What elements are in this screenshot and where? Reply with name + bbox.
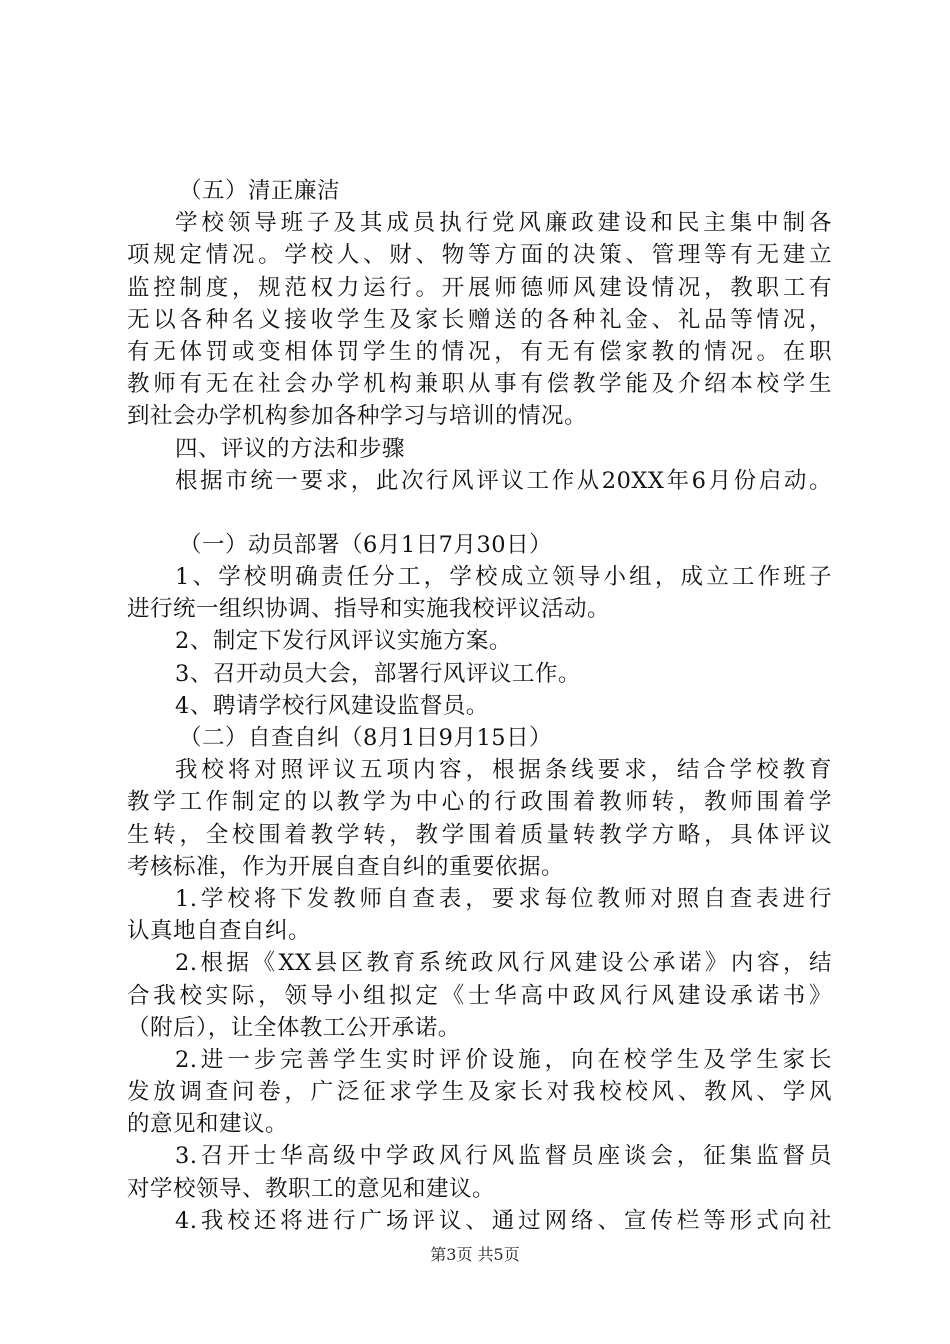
paragraph-line: 1.学校将下发教师自查表，要求每位教师对照自查表进行 — [175, 885, 832, 912]
section-heading: （二）自查自纠（8月1日9月15日） — [179, 725, 553, 751]
paragraph-line: 有无体罚或变相体罚学生的情况，有无有偿家教的情况。在职 — [127, 338, 832, 365]
paragraph-line: 考核标准，作为开展自查自纠的重要依据。 — [127, 853, 565, 880]
paragraph-line: 到社会办学机构参加各种学习与培训的情况。 — [127, 403, 588, 430]
page-number-footer: 第3页 共5页 — [430, 1245, 520, 1264]
paragraph-line: 生转，全校围着教学转，教学围着质量转教学方略，具体评议 — [127, 821, 832, 848]
paragraph-line: 发放调查问卷，广泛征求学生及家长对我校校风、教风、学风 — [127, 1079, 832, 1106]
document-body — [127, 175, 832, 1237]
paragraph-line: 认真地自查自纠。 — [127, 918, 312, 945]
paragraph-line: 合我校实际，领导小组拟定《士华高中政风行风建设承诺书》 — [127, 982, 832, 1009]
section-heading: （五）清正廉洁 — [179, 178, 341, 204]
blank-line — [127, 497, 832, 529]
paragraph-line: 进行统一组织协调、指导和实施我校评议活动。 — [127, 596, 611, 623]
section-heading: （一）动员部署（6月1日7月30日） — [179, 531, 553, 558]
paragraph-line: 的意见和建议。 — [127, 1111, 289, 1138]
paragraph-line: 对学校领导、教职工的意见和建议。 — [127, 1175, 496, 1202]
section-heading: 四、评议的方法和步骤 — [175, 435, 406, 462]
paragraph-line: 项规定情况。学校人、财、物等方面的决策、管理等有无建立 — [127, 242, 832, 269]
paragraph-line: 4、聘请学校行风建设监督员。 — [175, 692, 489, 719]
paragraph-line: 无以各种名义接收学生及家长赠送的各种礼金、礼品等情况， — [127, 306, 832, 333]
paragraph-line: 3.召开士华高级中学政风行风监督员座谈会，征集监督员 — [175, 1143, 832, 1170]
paragraph-line: 教师有无在社会办学机构兼职从事有偿教学能及介绍本校学生 — [127, 371, 832, 398]
paragraph-line: 学校领导班子及其成员执行党风廉政建设和民主集中制各 — [175, 210, 832, 237]
paragraph-line: 2.进一步完善学生实时评价设施，向在校学生及学生家长 — [175, 1046, 832, 1073]
paragraph-line: 教学工作制定的以教学为中心的行政围着教师转，教师围着学 — [127, 789, 832, 816]
paragraph-line: 2、制定下发行风评议实施方案。 — [175, 628, 512, 655]
paragraph-line: 1、学校明确责任分工，学校成立领导小组，成立工作班子 — [175, 564, 832, 591]
paragraph-line: 根据市统一要求，此次行风评议工作从20XX年6月份启动。 — [175, 467, 832, 494]
paragraph-line: 4.我校还将进行广场评议、通过网络、宣传栏等形式向社 — [175, 1207, 832, 1234]
paragraph-line: 3、召开动员大会，部署行风评议工作。 — [175, 660, 581, 687]
paragraph-line: 2.根据《XX县区教育系统政风行风建设公承诺》内容，结 — [175, 950, 832, 977]
paragraph-line: 我校将对照评议五项内容，根据条线要求，结合学校教育 — [175, 757, 832, 784]
paragraph-line: 监控制度，规范权力运行。开展师德师风建设情况，教职工有 — [127, 274, 832, 301]
paragraph-line: （附后），让全体教工公开承诺。 — [127, 1014, 461, 1041]
